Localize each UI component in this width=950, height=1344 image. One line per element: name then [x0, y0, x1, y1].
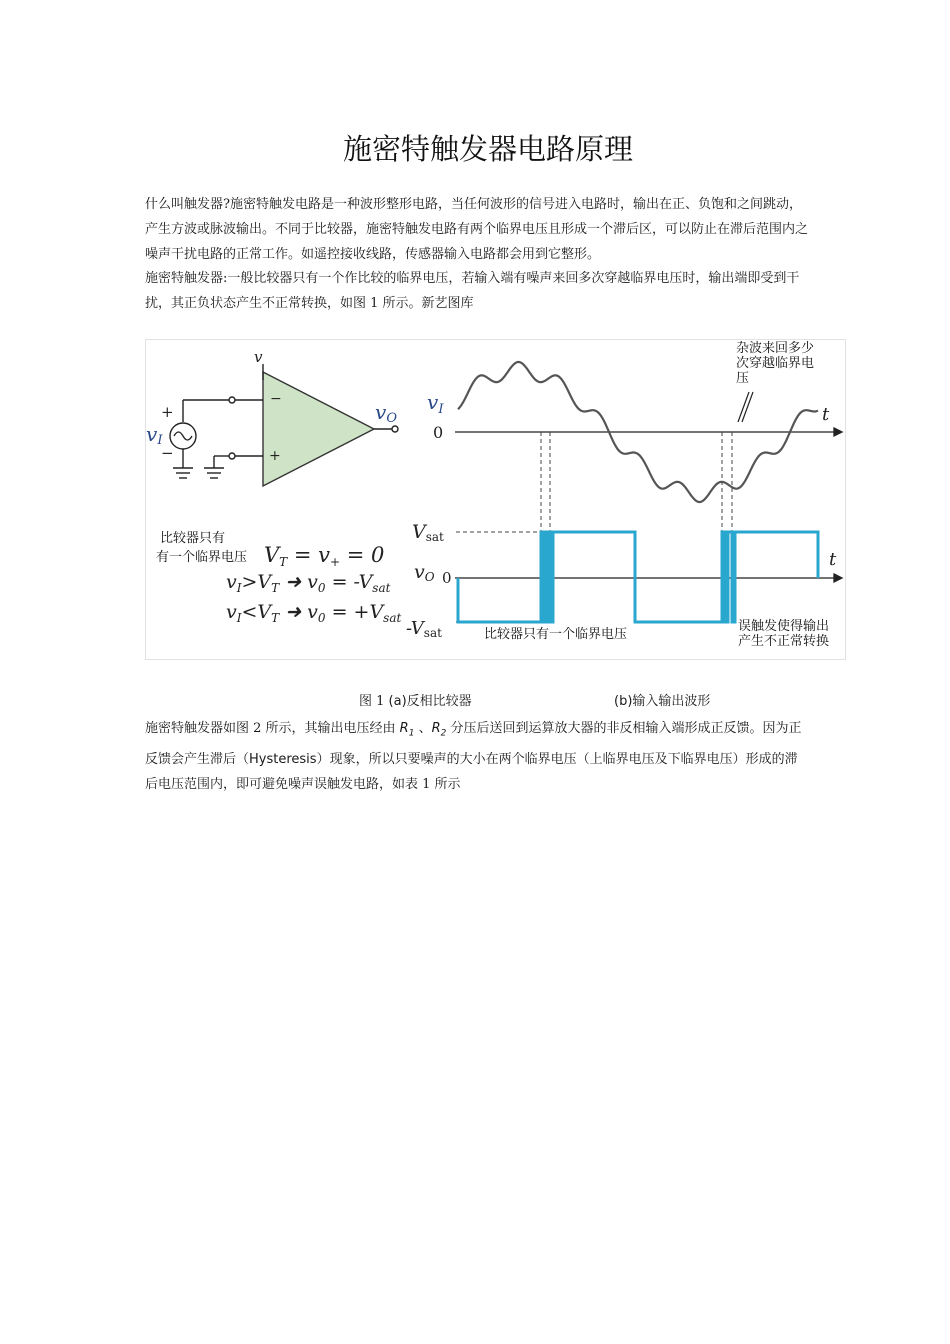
- wave-vi-label: $v_I$: [427, 390, 444, 417]
- figure-1: [145, 339, 846, 660]
- note-one-threshold: 比较器只有一个临界电压: [484, 627, 628, 642]
- p3-separator: 、: [414, 721, 432, 736]
- p3-text-1: 施密特触发器如图 2 所示，其输出电压经由: [145, 721, 400, 736]
- inverting-input-sign: −: [270, 391, 282, 407]
- vsat-pos-label: Vsat: [412, 521, 444, 544]
- note-noise-line3: 压: [736, 371, 750, 386]
- caption-a: [359, 690, 472, 709]
- figure-1-svg: [146, 340, 847, 661]
- resistor-r1: $R_1$: [399, 721, 415, 739]
- paragraph-intro: 什么叫触发器?施密特触发电路是一种波形整形电路，当任何波形的信号进入电路时，输出在正、负饱和之间跳动，产生方波或脉波输出。不同于比较器，施密特触发电路有两个临界电压且形成一个滞后区，可以防止在滞后范围内之噪声干扰电路的正常工作。如遥控接收线路，传感器输入电路都会用到它整形。: [145, 197, 809, 262]
- caption-figure-number: 图 1: [359, 694, 389, 709]
- input-axis-arrow: [834, 428, 842, 436]
- equation-vi-greater: $v_I>V_T$ ➜ $v_0 = -V_{sat}$: [226, 571, 391, 595]
- note-comparator-line1: 比较器只有: [160, 531, 226, 546]
- output-t-label: t: [829, 549, 837, 570]
- output-zero-label: 0: [442, 569, 452, 587]
- note-false-trigger-line2: 产生不正常转换: [738, 634, 830, 649]
- wave-vo-label: vO: [414, 561, 435, 584]
- note-noise-line2: 次穿越临界电: [736, 356, 815, 371]
- caption-b-text: 输入输出波形: [632, 694, 711, 709]
- opamp-triangle: [263, 372, 374, 486]
- caption-a-text: 反相比较器: [406, 694, 472, 709]
- equation-vi-less: $v_I<V_T$ ➜ $v_0 = +V_{sat}$: [226, 601, 402, 625]
- note-comparator-line2: 有一个临界电压: [156, 550, 248, 565]
- note-false-trigger-line1: 误触发使得输出: [738, 619, 830, 634]
- supply-v-label: v: [254, 348, 263, 366]
- source-minus-sign: −: [161, 444, 174, 462]
- p3-text-3: ）现象，所以只要噪声的大小在两个临界电压（上临界电压及下临界电压）形成的滞后电压范围内，即可避免噪声误触发电路，如表 1 所示: [145, 751, 798, 792]
- caption-b-label: (b): [614, 694, 633, 709]
- opamp-circuit: [170, 364, 398, 486]
- input-zero-label: 0: [433, 423, 444, 442]
- caption-b: [614, 690, 710, 709]
- p3-hysteresis: Hysteresis: [249, 751, 317, 767]
- p3-text-2: 分压后送回到运算放大器的非反相输入端形成正反馈。因为正反馈会产生滞后（: [145, 721, 802, 767]
- paragraph-comparator: 施密特触发器:一般比较器只有一个作比较的临界电压，若输入端有噪声来回多次穿越临界电压时，输出端即受到干扰，其正负状态产生不正常转换，如图 1 所示。新艺图库: [145, 271, 800, 311]
- note-noise-line1: 杂波来回多少: [736, 341, 815, 356]
- resistor-r2: $R_2$: [431, 721, 447, 739]
- input-t-label: t: [822, 404, 830, 425]
- output-square-wave: [458, 532, 818, 622]
- noninverting-input-sign: +: [269, 448, 281, 464]
- paragraph-schmitt: [145, 716, 810, 797]
- output-axis-arrow: [834, 574, 842, 582]
- source-plus-sign: +: [161, 403, 174, 421]
- equation-threshold: VT = v+ = 0: [264, 543, 385, 569]
- vsat-neg-label: -Vsat: [406, 618, 442, 640]
- caption-a-label: (a): [388, 694, 407, 709]
- circuit-vo-label: vO: [375, 400, 397, 426]
- page-title: 施密特触发器电路原理: [342, 132, 633, 166]
- circuit-vi-label: vI: [146, 422, 163, 448]
